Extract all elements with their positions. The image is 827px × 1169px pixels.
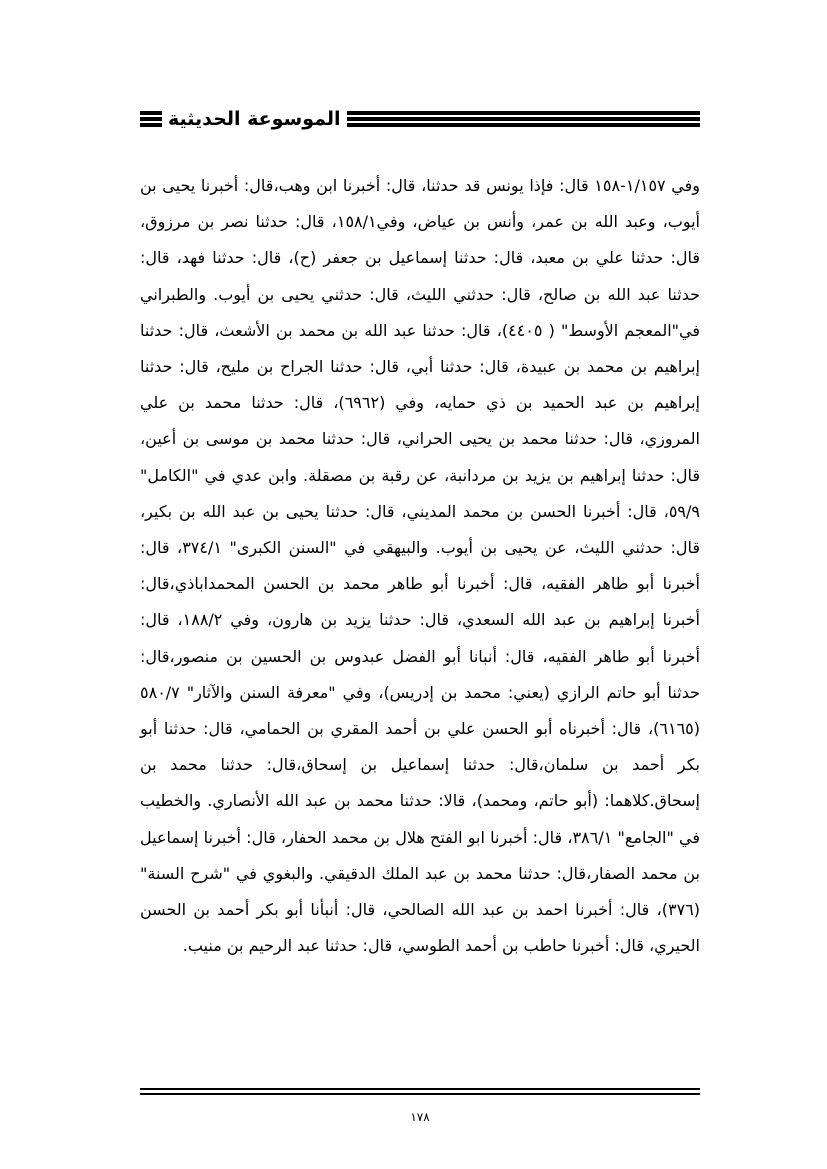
- footer-rule: [140, 1088, 700, 1096]
- footer-rule-line: [140, 1093, 700, 1095]
- page-header: [140, 104, 700, 134]
- body-text: [140, 168, 700, 964]
- footer-rule-line: [140, 1088, 700, 1090]
- body-paragraph: وفي ١/١٥٧-١٥٨ قال: فإذا يونس قد حدثنا، قال: أخبرنا ابن وهب،قال: أخبرنا يحيى بن أيوب، وعبد الله بن عمر، وأنس بن عياض، وفي١٥٨/١، قال: حدثنا نصر بن مرزوق، قال: حدثنا علي بن معبد، قال: حدثنا إسماعيل بن جعفر (ح)، قال: حدثنا فهد، قال: حدثنا عبد الله بن صالح، قال: حدثني الليث، قال: حدثني يحيى بن أيوب. والطبراني في"المعجم الأوسط" ( ٤٤٠٥)، قال: حدثنا عبد الله بن محمد بن الأشعث، قال: حدثنا إبراهيم بن محمد بن عبيدة، قال: حدثنا أبي، قال: حدثنا الجراح بن مليح، قال: حدثنا إبراهيم بن عبد الحميد بن ذي حمايه، وفي (٦٩٦٢)، قال: حدثنا محمد بن علي المروزي، قال: حدثنا محمد بن يحيى الحراني، قال: حدثنا محمد بن موسى بن أعين، قال: حدثنا إبراهيم بن يزيد بن مردانبة، عن رقبة بن مصقلة. وابن عدي في "الكامل" ٥٩/٩، قال: أخبرنا الحسن بن محمد المديني، قال: حدثنا يحيى بن عبد الله بن بكير، قال: حدثني الليث، عن يحيى بن أيوب. والبيهقي في "السنن الكبرى" ٣٧٤/١، قال: أخبرنا أبو طاهر الفقيه، قال: أخبرنا أبو طاهر محمد بن الحسن المحمداباذي،قال: أخبرنا إبراهيم بن عبد الله السعدي، قال: حدثنا يزيد بن هارون، وفي ١٨٨/٢، قال: أخبرنا أبو طاهر الفقيه، قال: أنبانا أبو الفضل عبدوس بن الحسين بن منصور،قال: حدثنا أبو حاتم الرازي (يعني: محمد بن إدريس)، وفي "معرفة السنن والآثار" ٥٨٠/٧ (٦١٦٥)، قال: أخبرناه أبو الحسن علي بن أحمد المقري بن الحمامي، قال: حدثنا أبو بكر أحمد بن سلمان،قال: حدثنا إسماعيل بن إسحاق،قال: حدثنا محمد بن إسحاق.كلاهما: (أبو حاتم، ومحمد)، قالا: حدثنا محمد بن عبد الله الأنصاري. والخطيب في "الجامع" ٣٨٦/١، قال: أخبرنا ابو الفتح هلال بن محمد الحفار، قال: أخبرنا إسماعيل بن محمد الصفار،قال: حدثنا محمد بن عبد الملك الدقيقي. والبغوي في "شرح السنة" (٣٧٦)، قال: أخبرنا احمد بن عبد الله الصالحي، قال: أنبأنا أبو بكر أحمد بن الحسن الحيري، قال: أخبرنا حاطب بن أحمد الطوسي، قال: حدثنا عبد الرحيم بن منيب.: [140, 176, 701, 956]
- page-number: ١٧٨: [410, 1110, 430, 1124]
- header-title: الموسوعة الحديثية: [162, 104, 347, 134]
